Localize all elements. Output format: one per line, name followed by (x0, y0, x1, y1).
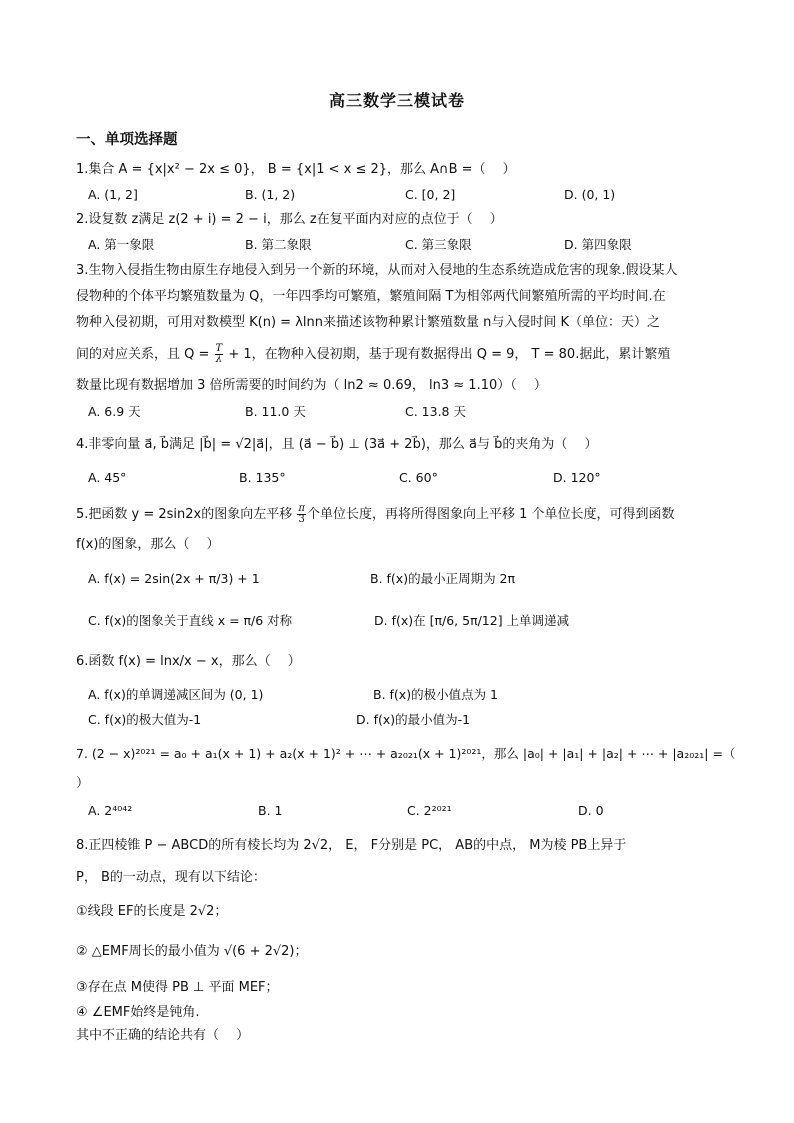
question-7-line-1: 7. (2 − x)²⁰²¹ = a₀ + a₁(x + 1) + a₂(x + 1)² + ⋯ + a₂₀₂₁(x + 1)²⁰²¹，那么 |a₀| + |a₁| + |a₂| + ⋯ + |a₂₀₂₁| =（ (76, 746, 736, 761)
q8-conclusion-1: ①线段 EF的长度是 2√2； (76, 904, 228, 919)
q2-option-c: C. 第三象限 (405, 237, 472, 252)
q4-option-d: D. 120° (553, 470, 601, 485)
q5-option-a: A. f(x) = 2sin(2x + π/3) + 1 (88, 571, 260, 586)
q5-line-1-end: 个单位长度，再将所得图象向上平移 1 个单位长度，可得到函数 (306, 507, 675, 522)
q4-option-b: B. 135° (239, 470, 286, 485)
exam-title: 高三数学三模试卷 (328, 91, 465, 110)
q5-fraction (297, 504, 306, 525)
q3-fraction-denominator: λ (215, 354, 223, 365)
question-2-text: 2.设复数 z满足 z(2 + i) = 2 − i，那么 z在复平面内对应的点位于（ ） (76, 212, 503, 227)
q5-fraction-denominator: 3 (298, 514, 305, 525)
q3-line-4-end: + 1，在物种入侵初期，基于现有数据得出 Q = 9， T = 80.据此，累计繁殖 (224, 347, 671, 362)
q3-line-4-start: 间的对应关系，且 Q = (76, 347, 214, 362)
q1-option-d: D. (0, 1) (564, 187, 616, 202)
q1-option-b: B. (1, 2) (245, 187, 296, 202)
q6-option-a: A. f(x)的单调递减区间为 (0, 1) (88, 687, 264, 702)
q3-option-b: B. 11.0 天 (245, 404, 306, 419)
q5-option-c: C. f(x)的图象关于直线 x = π/6 对称 (88, 613, 293, 628)
q8-conclusion-3: ③存在点 M使得 PB ⊥ 平面 MEF； (76, 980, 279, 995)
q8-conclusion-4: ④ ∠EMF始终是钝角. (76, 1005, 200, 1020)
q2-option-d: D. 第四象限 (564, 237, 632, 252)
q1-option-a: A. (1, 2] (88, 187, 138, 202)
question-7-line-2: ） (76, 776, 90, 791)
q7-option-b: B. 1 (258, 803, 283, 818)
q6-option-c: C. f(x)的极大值为-1 (88, 712, 202, 727)
q4-option-c: C. 60° (399, 470, 438, 485)
q6-option-b: B. f(x)的极小值点为 1 (373, 687, 499, 702)
question-8-line-1: 8.正四棱锥 P − ABCD的所有棱长均为 2√2， E， F分别是 PC， AB的中点， M为棱 PB上异于 (76, 838, 627, 853)
q1-option-c: C. [0, 2] (405, 187, 456, 202)
question-1-text: 1.集合 A = {x|x² − 2x ≤ 0}， B = {x|1 < x ≤ 2}，那么 A∩B =（ ） (76, 162, 516, 177)
question-4-text: 4.非零向量 a⃗, b⃗满足 |b⃗| = √2|a⃗|，且 (a⃗ − b⃗) ⊥ (3a⃗ + 2b⃗)，那么 a⃗与 b⃗的夹角为（ ） (76, 437, 598, 452)
q5-fraction-numerator: π (298, 503, 305, 514)
q3-option-c: C. 13.8 天 (405, 404, 466, 419)
q6-option-d: D. f(x)的最小值为-1 (356, 712, 471, 727)
question-3-line-5: 数量比现有数据增加 3 倍所需要的时间约为（ ln2 ≈ 0.69， ln3 ≈ 1.10）（ ） (76, 378, 547, 393)
question-5-line-1 (76, 504, 675, 525)
q4-option-a: A. 45° (88, 470, 127, 485)
question-8-line-2: P， B的一动点，现有以下结论： (76, 870, 266, 885)
question-6-text: 6.函数 f(x) = lnx/x − x，那么（ ） (76, 654, 301, 669)
question-3-line-2: 侵物种的个体平均繁殖数量为 Q，一年四季均可繁殖，繁殖间隔 T为相邻两代间繁殖所需的平均时间.在 (76, 289, 666, 304)
q3-fraction-numerator: T (215, 343, 223, 354)
q7-option-a: A. 2⁴⁰⁴² (88, 803, 133, 818)
q5-option-d: D. f(x)在 [π/6, 5π/12] 上单调递减 (374, 613, 570, 628)
q5-line-1-start: 5.把函数 y = 2sin2x的图象向左平移 (76, 507, 297, 522)
question-3-line-1: 3.生物入侵指生物由原生存地侵入到另一个新的环境，从而对入侵地的生态系统造成危害的现象.假设某人 (76, 263, 678, 278)
q2-option-b: B. 第二象限 (245, 237, 312, 252)
q2-option-a: A. 第一象限 (88, 237, 155, 252)
q8-final-prompt: 其中不正确的结论共有（ ） (76, 1028, 250, 1043)
section-heading: 一、单项选择题 (76, 132, 178, 148)
q3-fraction (215, 344, 224, 365)
question-5-line-2: f(x)的图象，那么（ ） (76, 537, 220, 552)
question-3-line-3: 物种入侵初期，可用对数模型 K(n) = λlnn来描述该物种累计繁殖数量 n与入侵时间 K（单位：天）之 (76, 315, 661, 330)
q5-option-b: B. f(x)的最小正周期为 2π (370, 571, 516, 586)
question-3-line-4 (76, 344, 670, 365)
q7-option-d: D. 0 (578, 803, 604, 818)
q3-option-a: A. 6.9 天 (88, 404, 141, 419)
q7-option-c: C. 2²⁰²¹ (407, 803, 452, 818)
q8-conclusion-2: ② △EMF周长的最小值为 √(6 + 2√2)； (76, 944, 308, 959)
